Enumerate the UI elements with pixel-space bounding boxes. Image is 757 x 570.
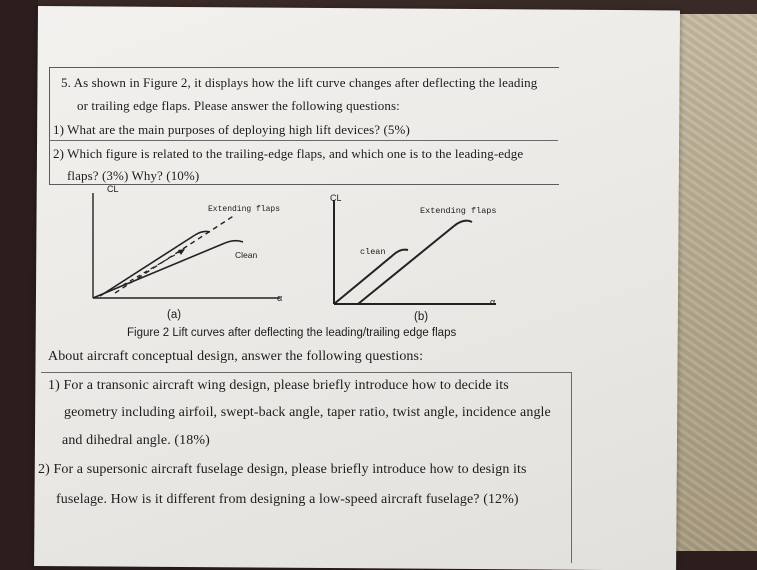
figure-a-panel-label: (a) bbox=[167, 309, 182, 321]
design-q2-line-1: 2) For a supersonic aircraft fuselage design, please briefly introduce how to design its bbox=[38, 462, 527, 477]
figure-a-alpha-label: α bbox=[277, 293, 283, 303]
figure-caption: Figure 2 Lift curves after deflecting the leading/trailing edge flaps bbox=[127, 327, 457, 339]
figure-b-extending-label: Extending flaps bbox=[420, 206, 497, 216]
question-5-sub-1: 1) What are the main purposes of deploying high lift devices? (5%) bbox=[53, 122, 410, 137]
desk-background-right bbox=[668, 0, 757, 551]
question-5-line-1: 5. As shown in Figure 2, it displays how the lift curve changes after deflecting the leading bbox=[61, 75, 538, 90]
question-5-divider bbox=[49, 140, 558, 141]
figure-a-extending-label: Extending flaps bbox=[208, 205, 281, 214]
design-q1-line-2: geometry including airfoil, swept-back angle, taper ratio, twist angle, incidence angle bbox=[64, 405, 551, 420]
design-heading: About aircraft conceptual design, answer the following questions: bbox=[48, 349, 424, 364]
question-5-sub-2-cont: flaps? (3%) Why? (10%) bbox=[67, 168, 200, 183]
design-q1-line-3: and dihedral angle. (18%) bbox=[62, 433, 210, 448]
question-5-sub-2: 2) Which figure is related to the trailing-edge flaps, and which one is to the leading-edge bbox=[53, 146, 524, 161]
figure-b-alpha-label: α bbox=[490, 297, 496, 307]
figure-b-panel-label: (b) bbox=[414, 311, 429, 323]
question-5-line-2: or trailing edge flaps. Please answer the following questions: bbox=[77, 98, 400, 113]
figure-a-clean-label: Clean bbox=[235, 250, 258, 260]
design-q1-line-1: 1) For a transonic aircraft wing design, please briefly introduce how to decide its bbox=[48, 378, 509, 393]
design-q2-line-2: fuselage. How is it different from designing a low-speed aircraft fuselage? (12%) bbox=[56, 492, 519, 507]
figure-b-clean-label: clean bbox=[360, 247, 386, 257]
figure-a-cl-label: CL bbox=[107, 184, 119, 194]
figure-b-cl-label: CL bbox=[330, 193, 342, 203]
